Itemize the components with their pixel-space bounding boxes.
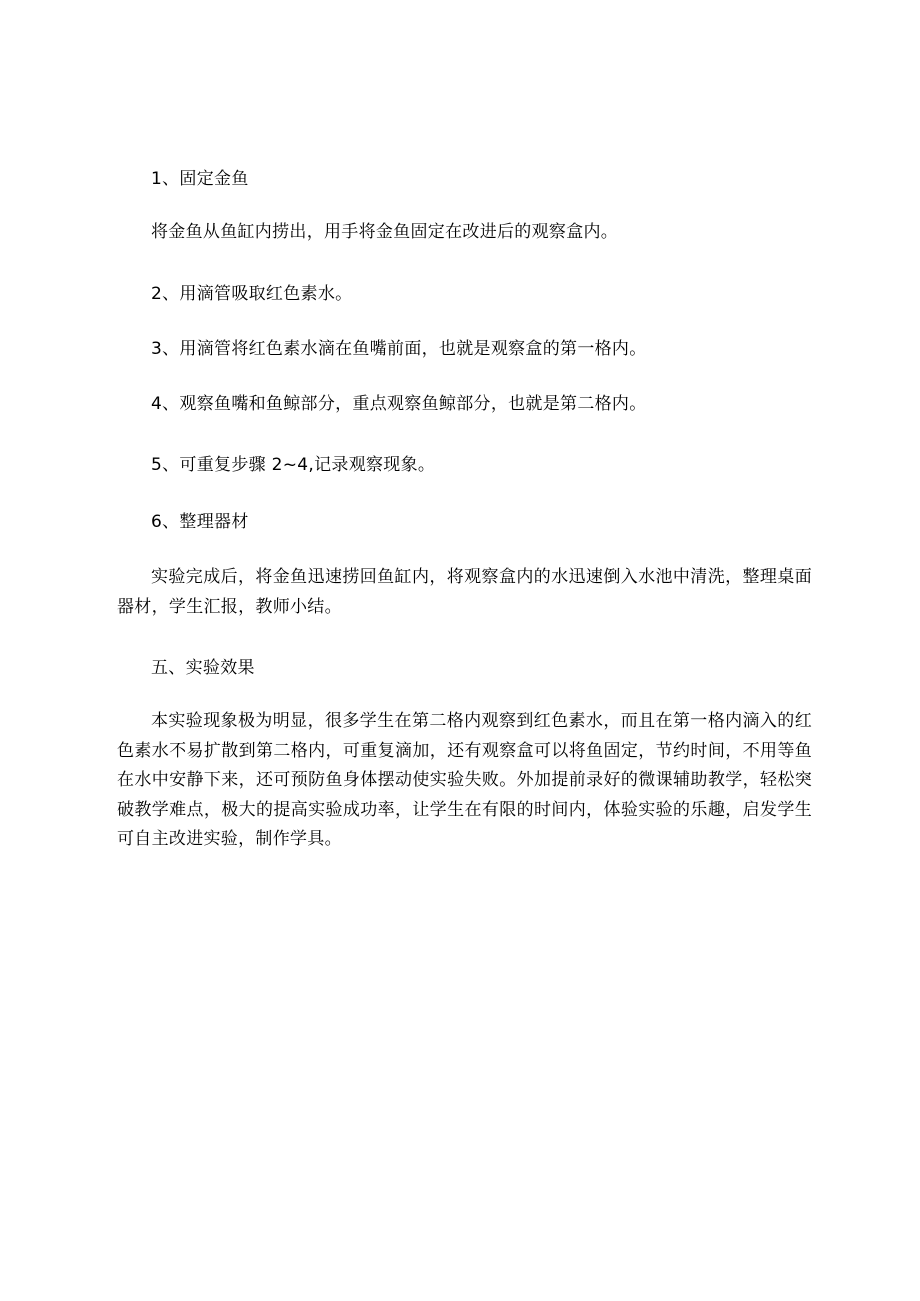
step5-text: 5、可重复步骤 2~4,记录观察现象。 [151, 455, 436, 475]
step1-body: 将金鱼从鱼缸内捞出，用手将金鱼固定在改进后的观察盒内。 [151, 222, 619, 242]
step4-text: 4、观察鱼嘴和鱼鲸部分，重点观察鱼鲸部分，也就是第二格内。 [151, 394, 647, 414]
step3-text: 3、用滴管将红色素水滴在鱼嘴前面，也就是观察盒的第一格内。 [151, 339, 647, 359]
step6-heading: 6、整理器材 [151, 512, 249, 532]
section5-body: 本实验现象极为明显，很多学生在第二格内观察到红色素水，而且在第一格内滴入的红色素水不易扩散到第二格内，可重复滴加，还有观察盒可以将鱼固定，节约时间，不用等鱼在水中安静下来，还可预防鱼身体摆动使实验失败。外加提前录好的微课辅助教学，轻松突破教学难点，极大的提高实验成功率，让学生在有限的时间内，体验实验的乐趣，启发学生可自主改进实验，制作学具。 [117, 711, 812, 849]
step6-body: 实验完成后，将金鱼迅速捞回鱼缸内，将观察盒内的水迅速倒入水池中清洗，整理桌面器材，学生汇报，教师小结。 [117, 567, 812, 617]
step1-heading: 1、固定金鱼 [151, 169, 249, 189]
step2-text: 2、用滴管吸取红色素水。 [151, 284, 353, 304]
section5-heading: 五、实验效果 [151, 658, 255, 678]
